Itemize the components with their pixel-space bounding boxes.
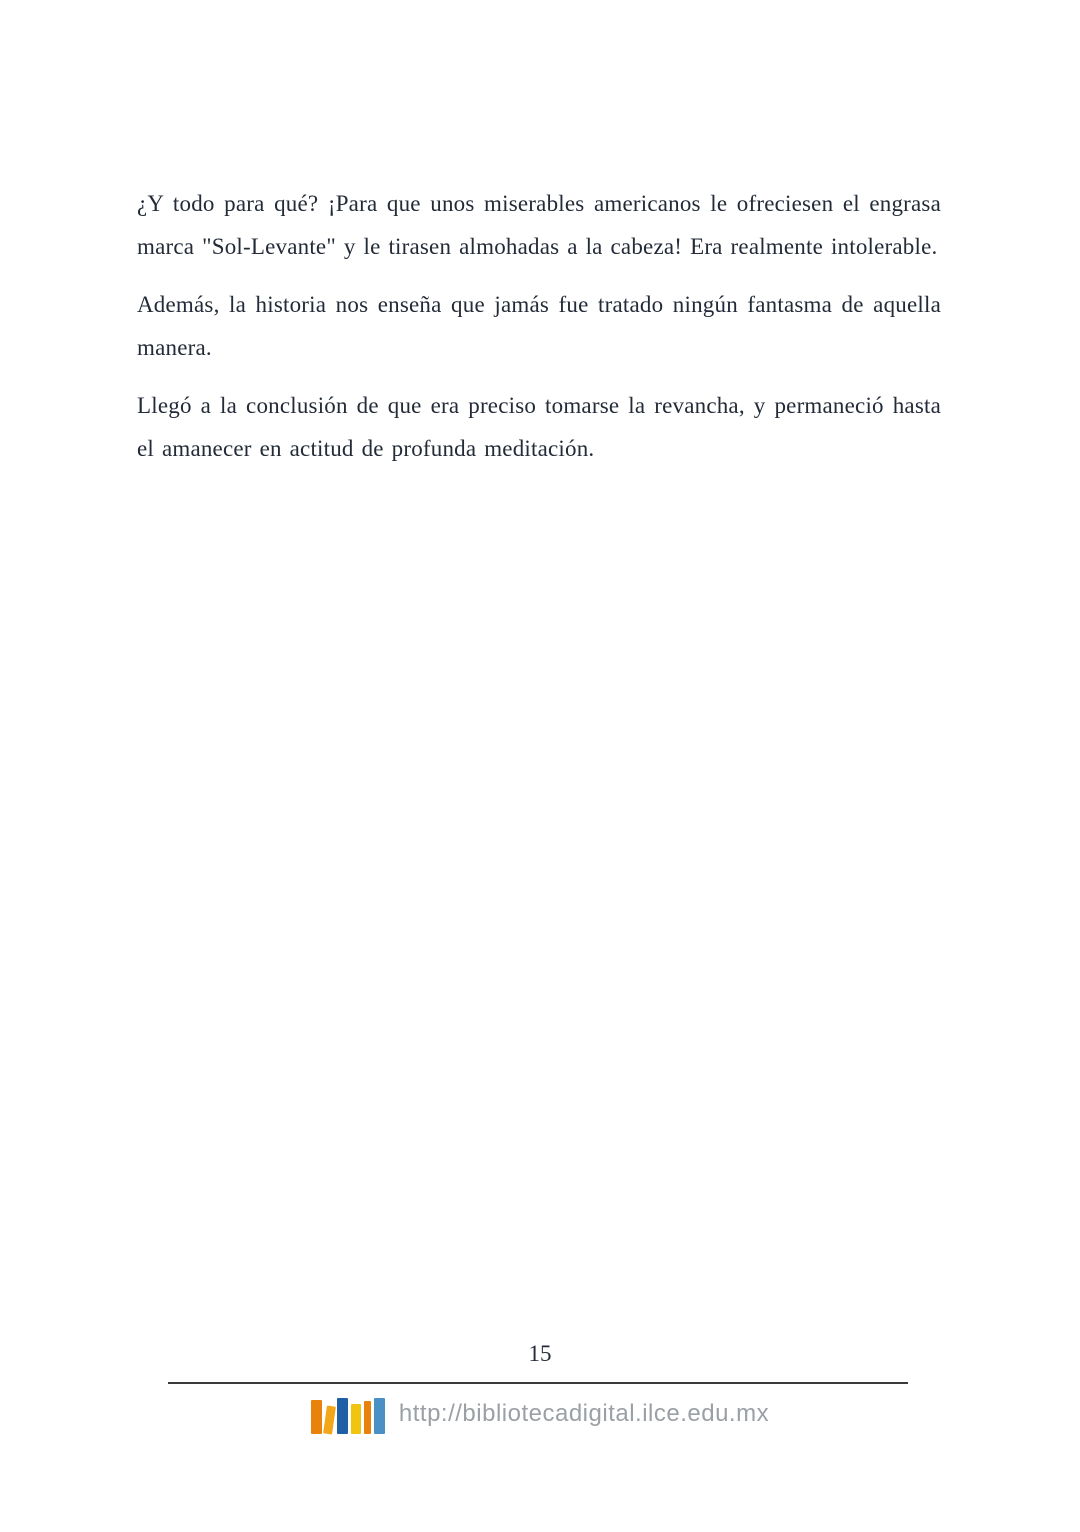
logo-bar — [311, 1400, 322, 1434]
paragraph: ¿Y todo para qué? ¡Para que unos miserables americanos le ofreciesen el engrasa marca "Sol-Levante" y le tirasen almohadas a la cabeza! Era realmente intolerable. — [137, 191, 941, 259]
logo-bar — [323, 1406, 336, 1435]
logo-bar — [374, 1398, 385, 1434]
logo-bar — [364, 1401, 371, 1434]
footer-url-link[interactable]: http://bibliotecadigital.ilce.edu.mx — [398, 1400, 770, 1427]
paragraph: Además, la historia nos enseña que jamás fue tratado ningún fantasma de aquella manera. — [137, 292, 941, 360]
logo-bar — [351, 1404, 361, 1434]
footer — [0, 1394, 1080, 1434]
ilce-books-logo-icon — [311, 1394, 385, 1434]
paragraph: Llegó a la conclusión de que era preciso tomarse la revancha, y permaneció hasta el amanecer en actitud de profunda meditación. — [137, 393, 941, 461]
page-body-text — [137, 182, 941, 485]
page-number: 15 — [528, 1341, 552, 1366]
logo-bar — [337, 1398, 348, 1434]
footer-divider — [168, 1382, 908, 1384]
